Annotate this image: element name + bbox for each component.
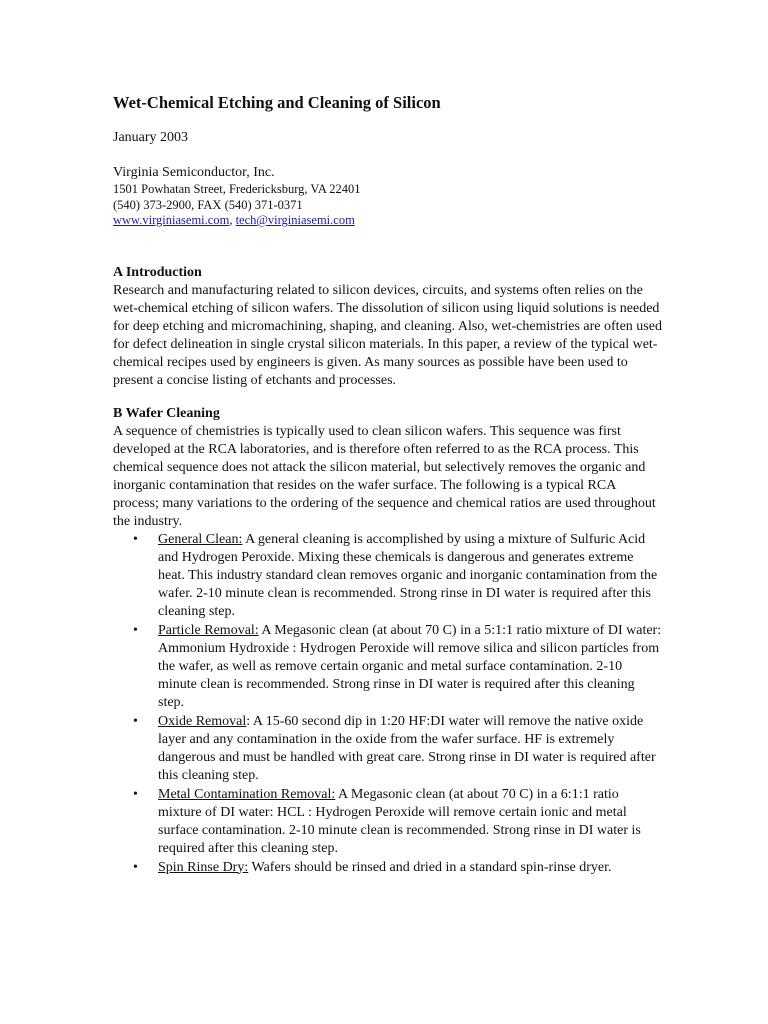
bullet-icon: • xyxy=(133,622,138,638)
bullet-icon: • xyxy=(133,859,138,875)
step-text: : A 15-60 second dip in 1:20 HF:DI water will remove the native oxide layer and any contamination in the oxide from the wafer surface. HF is extremely dangerous and must be handled with great care. Strong rinse in DI water is required after this cleaning step. xyxy=(158,713,656,783)
step-text: A Megasonic clean (at about 70 C) in a 5:1:1 ratio mixture of DI water: Ammonium Hydroxide : Hydrogen Peroxide will remove silica and silicon particles from the wafer, as well as remove certain organic and metal surface contamination. 2-10 minute clean is recommended. Strong rinse in DI water is required after this cleaning step. xyxy=(158,622,662,710)
step-term: General Clean: xyxy=(158,531,243,547)
list-item-general-clean xyxy=(113,531,663,621)
link-separator: , xyxy=(229,213,236,227)
list-item-spin-rinse-dry xyxy=(113,859,663,877)
step-term: Spin Rinse Dry: xyxy=(158,859,249,875)
intro-paragraph: Research and manufacturing related to silicon devices, circuits, and systems often relies on the wet-chemical etching of silicon wafers. The dissolution of silicon using liquid solutions is needed for deep etching and micromachining, shaping, and cleaning. Also, wet-chemistries are often used for defect delineation in single crystal silicon materials. In this paper, a review of the typical wet-chemical recipes used by engineers is given. As many sources as possible have been used to present a concise listing of etchants and processes. xyxy=(113,282,662,388)
step-text: A general cleaning is accomplished by using a mixture of Sulfuric Acid and Hydrogen Peroxide. Mixing these chemicals is dangerous and generates extreme heat. This industry standard clean removes organic and inorganic contamination from the wafer. 2-10 minute clean is recommended. Strong rinse in DI water is required after this cleaning step. xyxy=(158,531,658,619)
bullet-icon: • xyxy=(133,713,138,729)
company-phone: (540) 373-2900, FAX (540) 371-0371 xyxy=(113,197,303,212)
company-address: 1501 Powhatan Street, Fredericksburg, VA 22401 xyxy=(113,182,361,196)
website-link[interactable]: www.virginiasemi.com xyxy=(113,213,230,227)
cleaning-heading: B Wafer Cleaning xyxy=(113,405,220,421)
cleaning-paragraph: A sequence of chemistries is typically used to clean silicon wafers. This sequence was first developed at the RCA laboratories, and is therefore often referred to as the RCA process. This chemical sequence does not attack the silicon material, but selectively removes the organic and inorganic contamination that resides on the wafer surface. The following is a typical RCA process; many variations to the ordering of the sequence and chemical ratios are used throughout the industry. xyxy=(113,423,656,529)
intro-heading: A Introduction xyxy=(113,264,202,280)
list-item-metal-contamination-removal xyxy=(113,786,663,858)
bullet-icon: • xyxy=(133,531,138,547)
list-item-oxide-removal xyxy=(113,713,663,785)
email-link[interactable]: tech@virginiasemi.com xyxy=(235,213,355,227)
step-term: Metal Contamination Removal: xyxy=(158,786,336,802)
document-date: January 2003 xyxy=(113,130,189,145)
step-term: Oxide Removal xyxy=(158,713,247,729)
contact-links xyxy=(113,213,663,229)
document-title: Wet-Chemical Etching and Cleaning of Silicon xyxy=(113,93,441,112)
company-name: Virginia Semiconductor, Inc. xyxy=(113,165,275,180)
step-text: Wafers should be rinsed and dried in a standard spin-rinse dryer. xyxy=(248,859,612,875)
list-item-particle-removal xyxy=(113,622,663,712)
step-text: A Megasonic clean (at about 70 C) in a 6:1:1 ratio mixture of DI water: HCL : Hydrogen Peroxide will remove certain ionic and metal surface contamination. 2-10 minute clean is recommended. Strong rinse in DI water is required after this cleaning step. xyxy=(158,786,641,856)
step-term: Particle Removal: xyxy=(158,622,259,638)
document-content xyxy=(113,92,663,878)
bullet-icon: • xyxy=(133,786,138,802)
cleaning-steps-list xyxy=(113,531,663,877)
